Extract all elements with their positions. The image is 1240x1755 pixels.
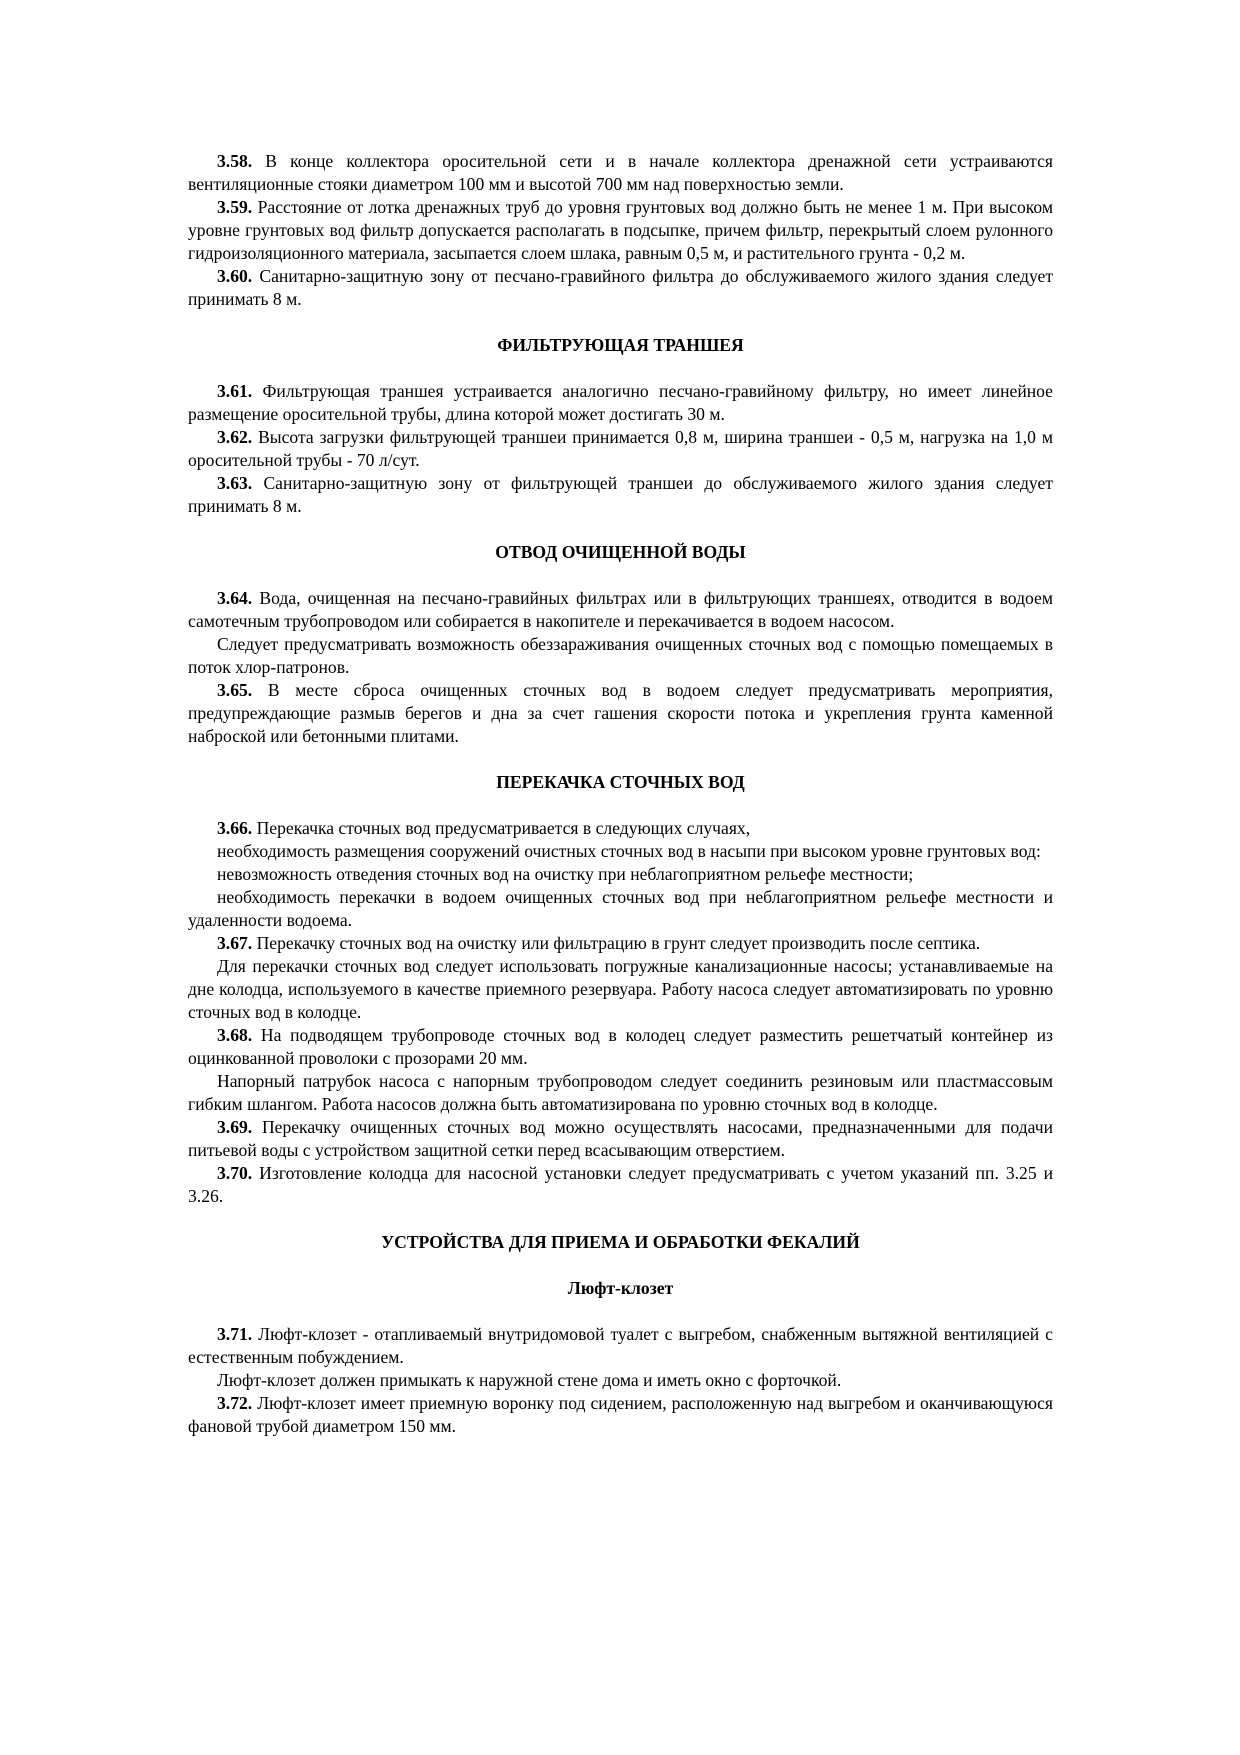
clause-number: 3.62. — [217, 427, 253, 447]
document-page — [188, 150, 1053, 1438]
paragraph-pressure-pipe — [188, 1070, 1053, 1116]
paragraph-3-58 — [188, 150, 1053, 196]
clause-number: 3.64. — [217, 588, 253, 608]
paragraph-3-60 — [188, 265, 1053, 311]
clause-text: Напорный патрубок насоса с напорным трубопроводом следует соединить резиновым или пластмассовым гибким шлангом. Работа насосов должна быть автоматизирована по уровню сточных вод в колодце. — [188, 1071, 1053, 1114]
clause-text: необходимость размещения сооружений очистных сточных вод в насыпи при высоком уровне грунтовых вод: — [217, 841, 1041, 861]
paragraph-disinfection — [188, 633, 1053, 679]
section-heading-filter-trench: ФИЛЬТРУЮЩАЯ ТРАНШЕЯ — [497, 335, 744, 355]
clause-number: 3.69. — [217, 1117, 253, 1137]
paragraph-3-59 — [188, 196, 1053, 265]
clause-number: 3.71. — [217, 1324, 253, 1344]
clause-text: невозможность отведения сточных вод на очистку при неблагоприятном рельефе местности; — [217, 864, 914, 884]
paragraph-case-terrain — [188, 863, 1053, 886]
paragraph-3-72 — [188, 1392, 1053, 1438]
clause-text: Люфт-клозет - отапливаемый внутридомовой туалет с выгребом, снабженным вытяжной вентиляцией с естественным побуждением. — [188, 1324, 1053, 1367]
paragraph-3-63 — [188, 472, 1053, 518]
paragraph-3-61 — [188, 380, 1053, 426]
clause-text: Перекачку сточных вод на очистку или фильтрацию в грунт следует производить после септика. — [256, 933, 981, 953]
paragraph-3-70 — [188, 1162, 1053, 1208]
paragraph-3-69 — [188, 1116, 1053, 1162]
paragraph-case-embankment — [188, 840, 1053, 863]
clause-text: На подводящем трубопроводе сточных вод в колодец следует разместить решетчатый контейнер из оцинкованной проволоки с прозорами 20 мм. — [188, 1025, 1054, 1068]
paragraph-3-71 — [188, 1323, 1053, 1369]
paragraph-3-64 — [188, 587, 1053, 633]
section-heading-wastewater-pumping: ПЕРЕКАЧКА СТОЧНЫХ ВОД — [496, 772, 745, 792]
clause-text: Расстояние от лотка дренажных труб до уровня грунтовых вод должно быть не менее 1 м. При высоком уровне грунтовых вод фильтр допускается располагать в подсыпке, причем фильтр, перекрытый слоем рулонного гидроизоляционного материала, засыпается слоем шлака, равным 0,5 м, и растительного грунта - 0,2 м. — [188, 197, 1054, 263]
clause-text: Санитарно-защитную зону от фильтрующей траншеи до обслуживаемого жилого здания следует принимать 8 м. — [188, 473, 1053, 516]
paragraph-3-67 — [188, 932, 1053, 955]
clause-text: Высота загрузки фильтрующей траншеи принимается 0,8 м, ширина траншеи - 0,5 м, нагрузка на 1,0 м оросительной трубы - 70 л/сут. — [188, 427, 1053, 470]
clause-number: 3.66. — [217, 818, 253, 838]
paragraph-submersible-pumps — [188, 955, 1053, 1024]
clause-number: 3.67. — [217, 933, 253, 953]
clause-text: Изготовление колодца для насосной установки следует предусматривать с учетом указаний пп. 3.25 и 3.26. — [188, 1163, 1054, 1206]
clause-text: Фильтрующая траншея устраивается аналогично песчано-гравийному фильтру, но имеет линейное размещение оросительной трубы, длина которой может достигать 30 м. — [188, 381, 1053, 424]
clause-number: 3.68. — [217, 1025, 253, 1045]
clause-number: 3.70. — [217, 1163, 253, 1183]
paragraph-case-remote-water-body — [188, 886, 1053, 932]
clause-text: Перекачка сточных вод предусматривается в следующих случаях, — [256, 818, 751, 838]
clause-number: 3.63. — [217, 473, 253, 493]
paragraph-3-68 — [188, 1024, 1053, 1070]
clause-number: 3.61. — [217, 381, 253, 401]
section-heading-feces-devices: УСТРОЙСТВА ДЛЯ ПРИЕМА И ОБРАБОТКИ ФЕКАЛИЙ — [381, 1232, 860, 1252]
clause-text: В конце коллектора оросительной сети и в начале коллектора дренажной сети устраиваются вентиляционные стояки диаметром 100 мм и высотой 700 мм над поверхностью земли. — [188, 151, 1053, 194]
clause-text: Для перекачки сточных вод следует использовать погружные канализационные насосы; устанавливаемые на дне колодца, используемого в качестве приемного резервуара. Работу насоса следует автоматизировать по уровню сточных вод в колодце. — [188, 956, 1053, 1022]
subsection-heading-luft-closet: Люфт-клозет — [567, 1278, 674, 1298]
clause-text: Перекачку очищенных сточных вод можно осуществлять насосами, предназначенными для подачи питьевой воды с устройством защитной сетки перед всасывающим отверстием. — [188, 1117, 1053, 1160]
clause-number: 3.58. — [217, 151, 253, 171]
clause-number: 3.65. — [217, 680, 253, 700]
clause-number: 3.60. — [217, 266, 253, 286]
clause-text: Люфт-клозет должен примыкать к наружной стене дома и иметь окно с форточкой. — [217, 1370, 842, 1390]
clause-text: Вода, очищенная на песчано-гравийных фильтрах или в фильтрующих траншеях, отводится в водоем самотечным трубопроводом или собирается в накопителе и перекачивается в водоем насосом. — [188, 588, 1053, 631]
clause-number: 3.72. — [217, 1393, 253, 1413]
clause-text: Следует предусматривать возможность обеззараживания очищенных сточных вод с помощью помещаемых в поток хлор-патронов. — [188, 634, 1053, 677]
clause-text: Люфт-клозет имеет приемную воронку под сидением, расположенную над выгребом и оканчивающуюся фановой трубой диаметром 150 мм. — [188, 1393, 1053, 1436]
clause-number: 3.59. — [217, 197, 253, 217]
clause-text: необходимость перекачки в водоем очищенных сточных вод при неблагоприятном рельефе местности и удаленности водоема. — [188, 887, 1053, 930]
section-heading-treated-water-discharge: ОТВОД ОЧИЩЕННОЙ ВОДЫ — [495, 542, 746, 562]
paragraph-3-66 — [188, 817, 1053, 840]
clause-text: В месте сброса очищенных сточных вод в водоем следует предусматривать мероприятия, предупреждающие размыв берегов и дна за счет гашения скорости потока и укрепления грунта каменной наброской или бетонными плитами. — [188, 680, 1053, 746]
paragraph-3-62 — [188, 426, 1053, 472]
paragraph-luft-closet-wall — [188, 1369, 1053, 1392]
clause-text: Санитарно-защитную зону от песчано-гравийного фильтра до обслуживаемого жилого здания следует принимать 8 м. — [188, 266, 1054, 309]
paragraph-3-65 — [188, 679, 1053, 748]
